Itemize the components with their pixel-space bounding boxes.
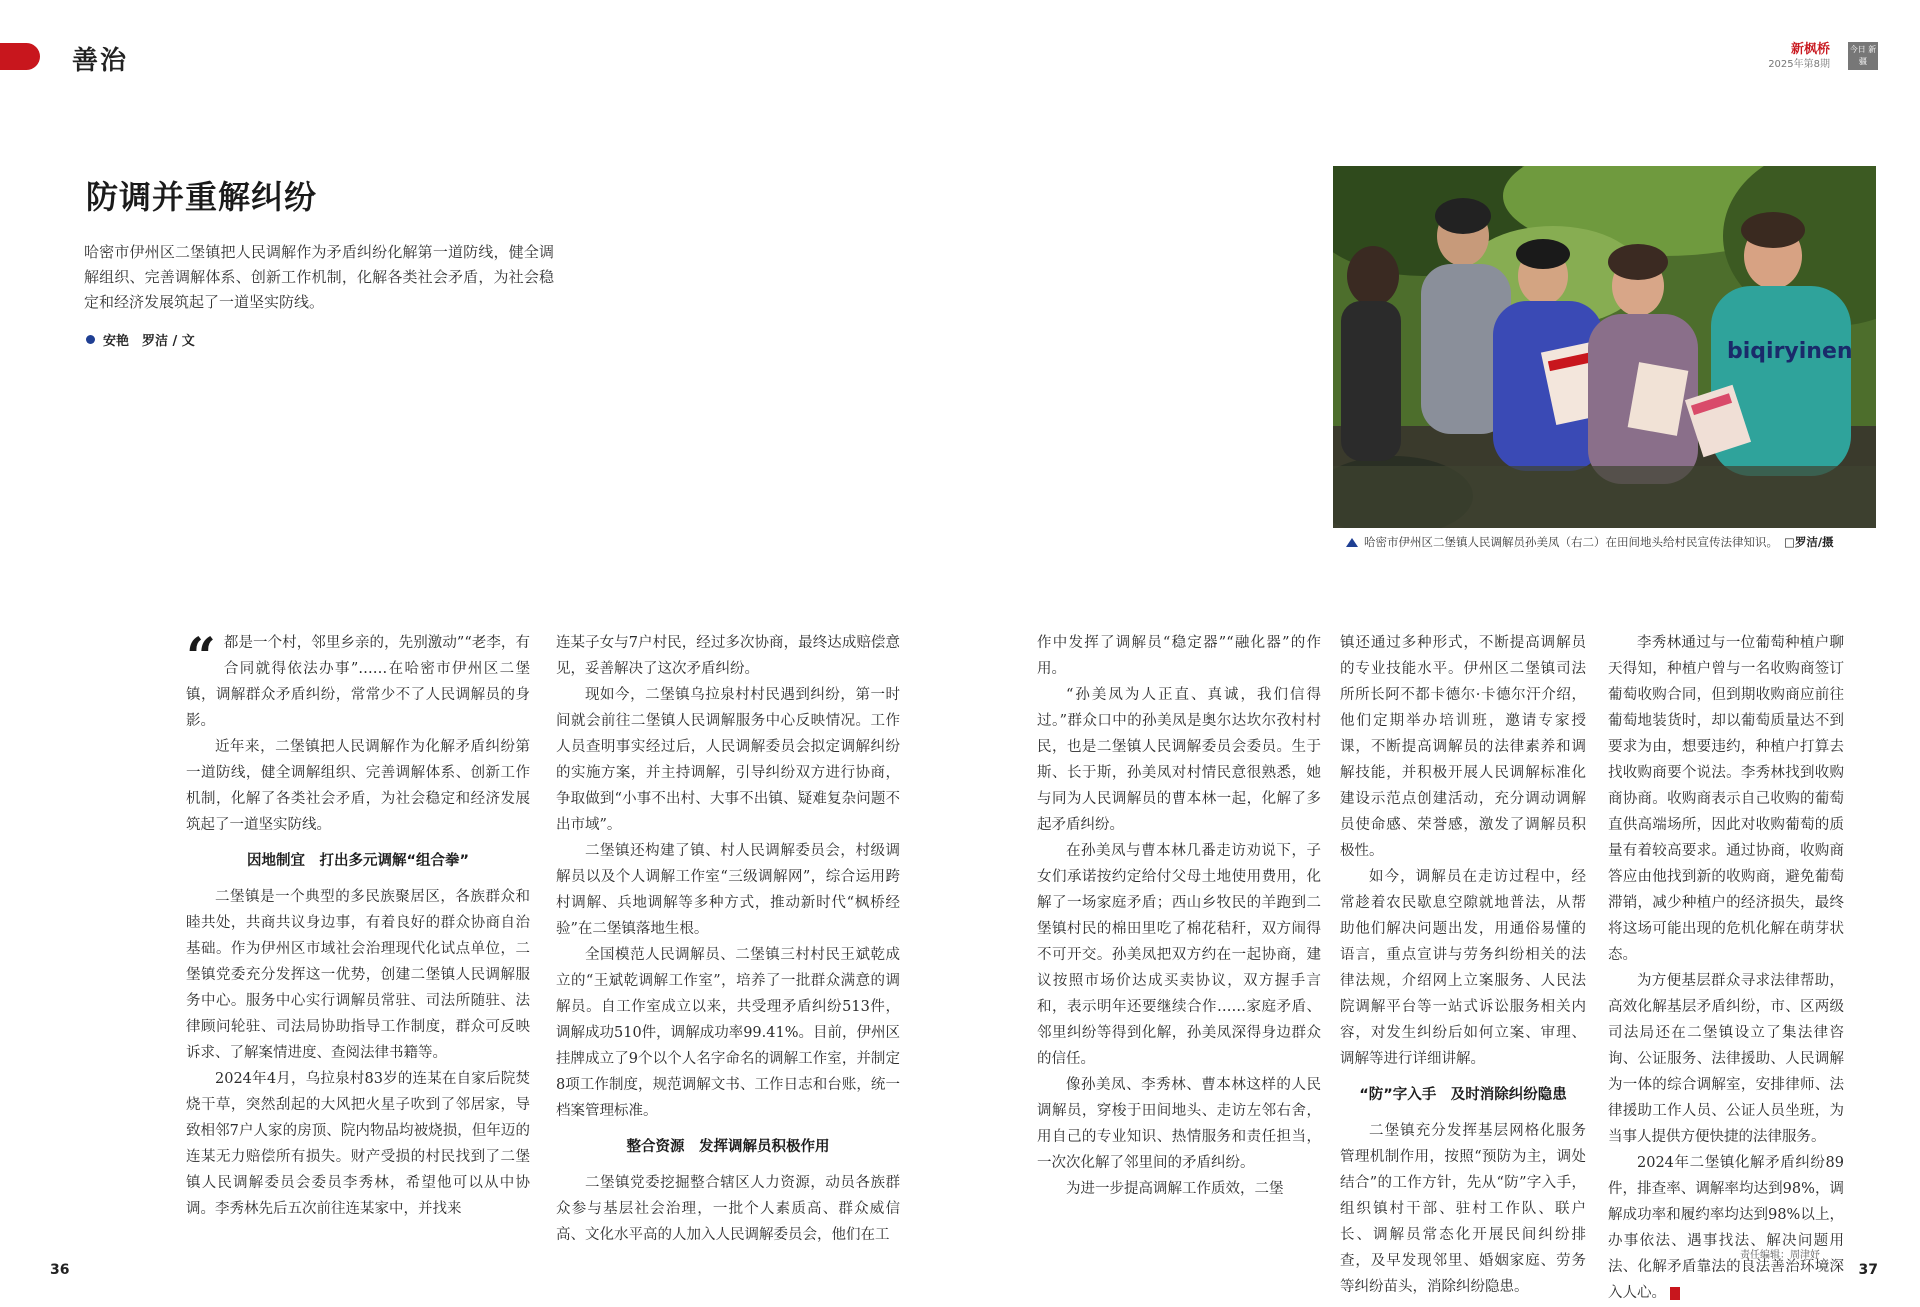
caption-text: 哈密市伊州区二堡镇人民调解员孙美凤（右二）在田间地头给村民宣传法律知识。 <box>1364 535 1778 549</box>
magazine-brand <box>1768 42 1830 71</box>
magazine-issue: 2025年第8期 <box>1768 59 1830 70</box>
paragraph: 为方便基层群众寻求法律帮助，高效化解基层矛盾纠纷，市、区两级司法局还在二堡镇设立了集法律咨询、公证服务、法律援助、人民调解为一体的综合调解室，安排律师、法律援助工作人员、公证人员坐班，为当事人提供方便快捷的法律服务。 <box>1608 973 1844 1145</box>
body-column-1 <box>186 627 530 1222</box>
paragraph: 二堡镇党委挖掘整合辖区人力资源，动员各族群众参与基层社会治理，一批个人素质高、群众威信高、文化水平高的人加入人民调解委员会，他们在工 <box>556 1175 900 1243</box>
article-lede: 哈密市伊州区二堡镇把人民调解作为矛盾纠纷化解第一道防线，健全调解组织、完善调解体系、创新工作机制，化解各类社会矛盾，为社会稳定和经济发展筑起了一道坚实防线。 <box>84 243 554 311</box>
body-column-5 <box>1608 630 1844 1306</box>
body-column-4 <box>1340 630 1586 1300</box>
byline-dot-icon <box>86 335 95 344</box>
paragraph <box>186 627 530 734</box>
body-column-3 <box>1037 630 1321 1202</box>
photo-illustration <box>1333 166 1876 528</box>
paragraph: 在孙美凤与曹本林几番走访劝说下，子女们承诺按约定给付父母土地使用费用，化解了一场家庭矛盾；西山乡牧民的羊跑到二堡镇村民的棉田里吃了棉花秸秆，双方闹得不可开交。孙美凤把双方约在一起协商，建议按照市场价达成买卖协议，双方握手言和，表示明年还要继续合作……家庭矛盾、邻里纠纷等得到化解，孙美凤深得身边群众的信任。 <box>1037 843 1321 1067</box>
caption-triangle-icon <box>1346 538 1358 547</box>
photo-shirt-text: biqiryinen <box>1727 339 1853 364</box>
magazine-name: 新枫桥 <box>1790 42 1830 57</box>
editor-credit: 责任编辑：周津妤 <box>1740 1250 1820 1261</box>
paragraph: “孙美凤为人正直、真诚，我们信得过。”群众口中的孙美凤是奥尔达坎尔孜村村民，也是二堡镇人民调解委员会委员。生于斯、长于斯，孙美凤对村情民意很熟悉，她与同为人民调解员的曹本林一起，化解了多起矛盾纠纷。 <box>1037 687 1321 833</box>
magazine-logo-icon: 今日 新疆 <box>1848 42 1878 70</box>
paragraph: 连某子女与7户村民，经过多次协商，最终达成赔偿意见，妥善解决了这次矛盾纠纷。 <box>556 635 900 677</box>
paragraph: 李秀林通过与一位葡萄种植户聊天得知，种植户曾与一名收购商签订葡萄收购合同，但到期收购商应前往葡萄地装货时，却以葡萄质量达不到要求为由，想要违约，种植户打算去找收购商要个说法。李秀林找到收购商协商。收购商表示自己收购的葡萄直供高端场所，因此对收购葡萄的质量有着较高要求。通过协商，收购商答应由他找到新的收购商，避免葡萄滞销，减少种植户的经济损失，最终将这场可能出现的危机化解在萌芽状态。 <box>1608 635 1844 963</box>
byline <box>86 330 195 349</box>
paragraph: 现如今，二堡镇乌拉泉村村民遇到纠纷，第一时间就会前往二堡镇人民调解服务中心反映情况。工作人员查明事实经过后，人民调解委员会拟定调解纠纷的实施方案，并主持调解，引导纠纷双方进行协商，争取做到“小事不出村、大事不出镇、疑难复杂问题不出市域”。 <box>556 687 900 833</box>
section-heading: “防”字入手 及时消除纠纷隐患 <box>1359 1087 1567 1103</box>
paragraph: 2024年4月，乌拉泉村83岁的连某在自家后院焚烧干草，突然刮起的大风把火星子吹到了邻居家，导致相邻7户人家的房顶、院内物品均被烧损，但年迈的连某无力赔偿所有损失。财产受损的村民找到了二堡镇人民调解委员会委员李秀林，希望他可以从中协调。李秀林先后五次前往连某家中，并找来 <box>186 1071 530 1217</box>
paragraph-text: 2024年二堡镇化解矛盾纠纷89件，排查率、调解率均达到98%，调解成功率和履约率均达到98%以上，办事依法、遇事找法、解决问题用法、化解矛盾靠法的良法善治环境深入人心。 <box>1608 1155 1844 1301</box>
caption-credit: □罗洁/摄 <box>1784 535 1834 549</box>
paragraph <box>1608 1150 1844 1306</box>
paragraph: 二堡镇是一个典型的多民族聚居区，各族群众和睦共处，共商共议身边事，有着良好的群众协商自治基础。作为伊州区市域社会治理现代化试点单位，二堡镇党委充分发挥这一优势，创建二堡镇人民调解服务中心。服务中心实行调解员常驻、司法所随驻、法律顾问轮驻、司法局协助指导工作制度，群众可反映诉求、了解案情进度、查阅法律书籍等。 <box>186 889 530 1061</box>
article-photo <box>1333 166 1876 528</box>
page-number-right: 37 <box>1858 1262 1878 1278</box>
section-label: 善治 <box>72 46 129 76</box>
paragraph: 二堡镇充分发挥基层网格化服务管理机制作用，按照“预防为主，调处结合”的工作方针，先从“防”字入手，组织镇村干部、驻村工作队、联户长、调解员常态化开展民间纠纷排查，及早发现邻里、婚姻家庭、劳务等纠纷苗头，消除纠纷隐患。 <box>1340 1123 1586 1295</box>
paragraph: 作中发挥了调解员“稳定器”“融化器”的作用。 <box>1037 635 1321 677</box>
paragraph-text: 都是一个村，邻里乡亲的，先别激动”“老李，有合同就得依法办事”……在哈密市伊州区二堡镇，调解群众矛盾纠纷，常常少不了人民调解员的身影。 <box>186 635 530 729</box>
paragraph: 全国模范人民调解员、二堡镇三村村民王斌乾成立的“王斌乾调解工作室”，培养了一批群众满意的调解员。自工作室成立以来，共受理矛盾纠纷513件，调解成功510件，调解成功率99.41%。目前，伊州区挂牌成立了9个以个人名字命名的调解工作室，并制定8项工作制度，规范调解文书、工作日志和台账，统一档案管理标准。 <box>556 947 900 1119</box>
article-title: 防调并重解纠纷 <box>86 178 318 216</box>
end-mark-icon <box>1670 1287 1680 1300</box>
paragraph: 近年来，二堡镇把人民调解作为化解矛盾纠纷第一道防线，健全调解组织、完善调解体系、创新工作机制，化解了各类社会矛盾，为社会稳定和经济发展筑起了一道坚实防线。 <box>186 739 530 833</box>
paragraph: 二堡镇还构建了镇、村人民调解委员会，村级调解员以及个人调解工作室“三级调解网”，综合运用跨村调解、兵地调解等多种方式，推动新时代“枫桥经验”在二堡镇落地生根。 <box>556 843 900 937</box>
byline-text: 安艳 罗洁 / 文 <box>103 334 195 349</box>
body-column-2 <box>556 630 900 1248</box>
paragraph: 如今，调解员在走访过程中，经常趁着农民歇息空隙就地普法，从帮助他们解决问题出发，用通俗易懂的语言，重点宣讲与劳务纠纷相关的法律法规，介绍网上立案服务、人民法院调解平台等一站式诉讼服务相关内容，对发生纠纷后如何立案、审理、调解等进行详细讲解。 <box>1340 869 1586 1067</box>
paragraph: 像孙美凤、李秀林、曹本林这样的人民调解员，穿梭于田间地头、走访左邻右舍，用自己的专业知识、热情服务和责任担当，一次次化解了邻里间的矛盾纠纷。 <box>1037 1077 1321 1171</box>
page-number-left: 36 <box>50 1262 70 1278</box>
photo-caption <box>1346 534 1886 550</box>
section-tab <box>0 43 40 70</box>
section-heading: 整合资源 发挥调解员积极作用 <box>626 1139 830 1155</box>
paragraph: 镇还通过多种形式，不断提高调解员的专业技能水平。伊州区二堡镇司法所所长阿不都卡德尔·卡德尔汗介绍，他们定期举办培训班，邀请专家授课，不断提高调解员的法律素养和调解技能，并积极开展人民调解标准化建设示范点创建活动，充分调动调解员使命感、荣誉感，激发了调解员积极性。 <box>1340 635 1586 859</box>
quote-mark-icon: “ <box>186 627 216 688</box>
paragraph: 为进一步提高调解工作质效，二堡 <box>1066 1181 1284 1197</box>
section-heading: 因地制宜 打出多元调解“组合拳” <box>246 853 470 869</box>
